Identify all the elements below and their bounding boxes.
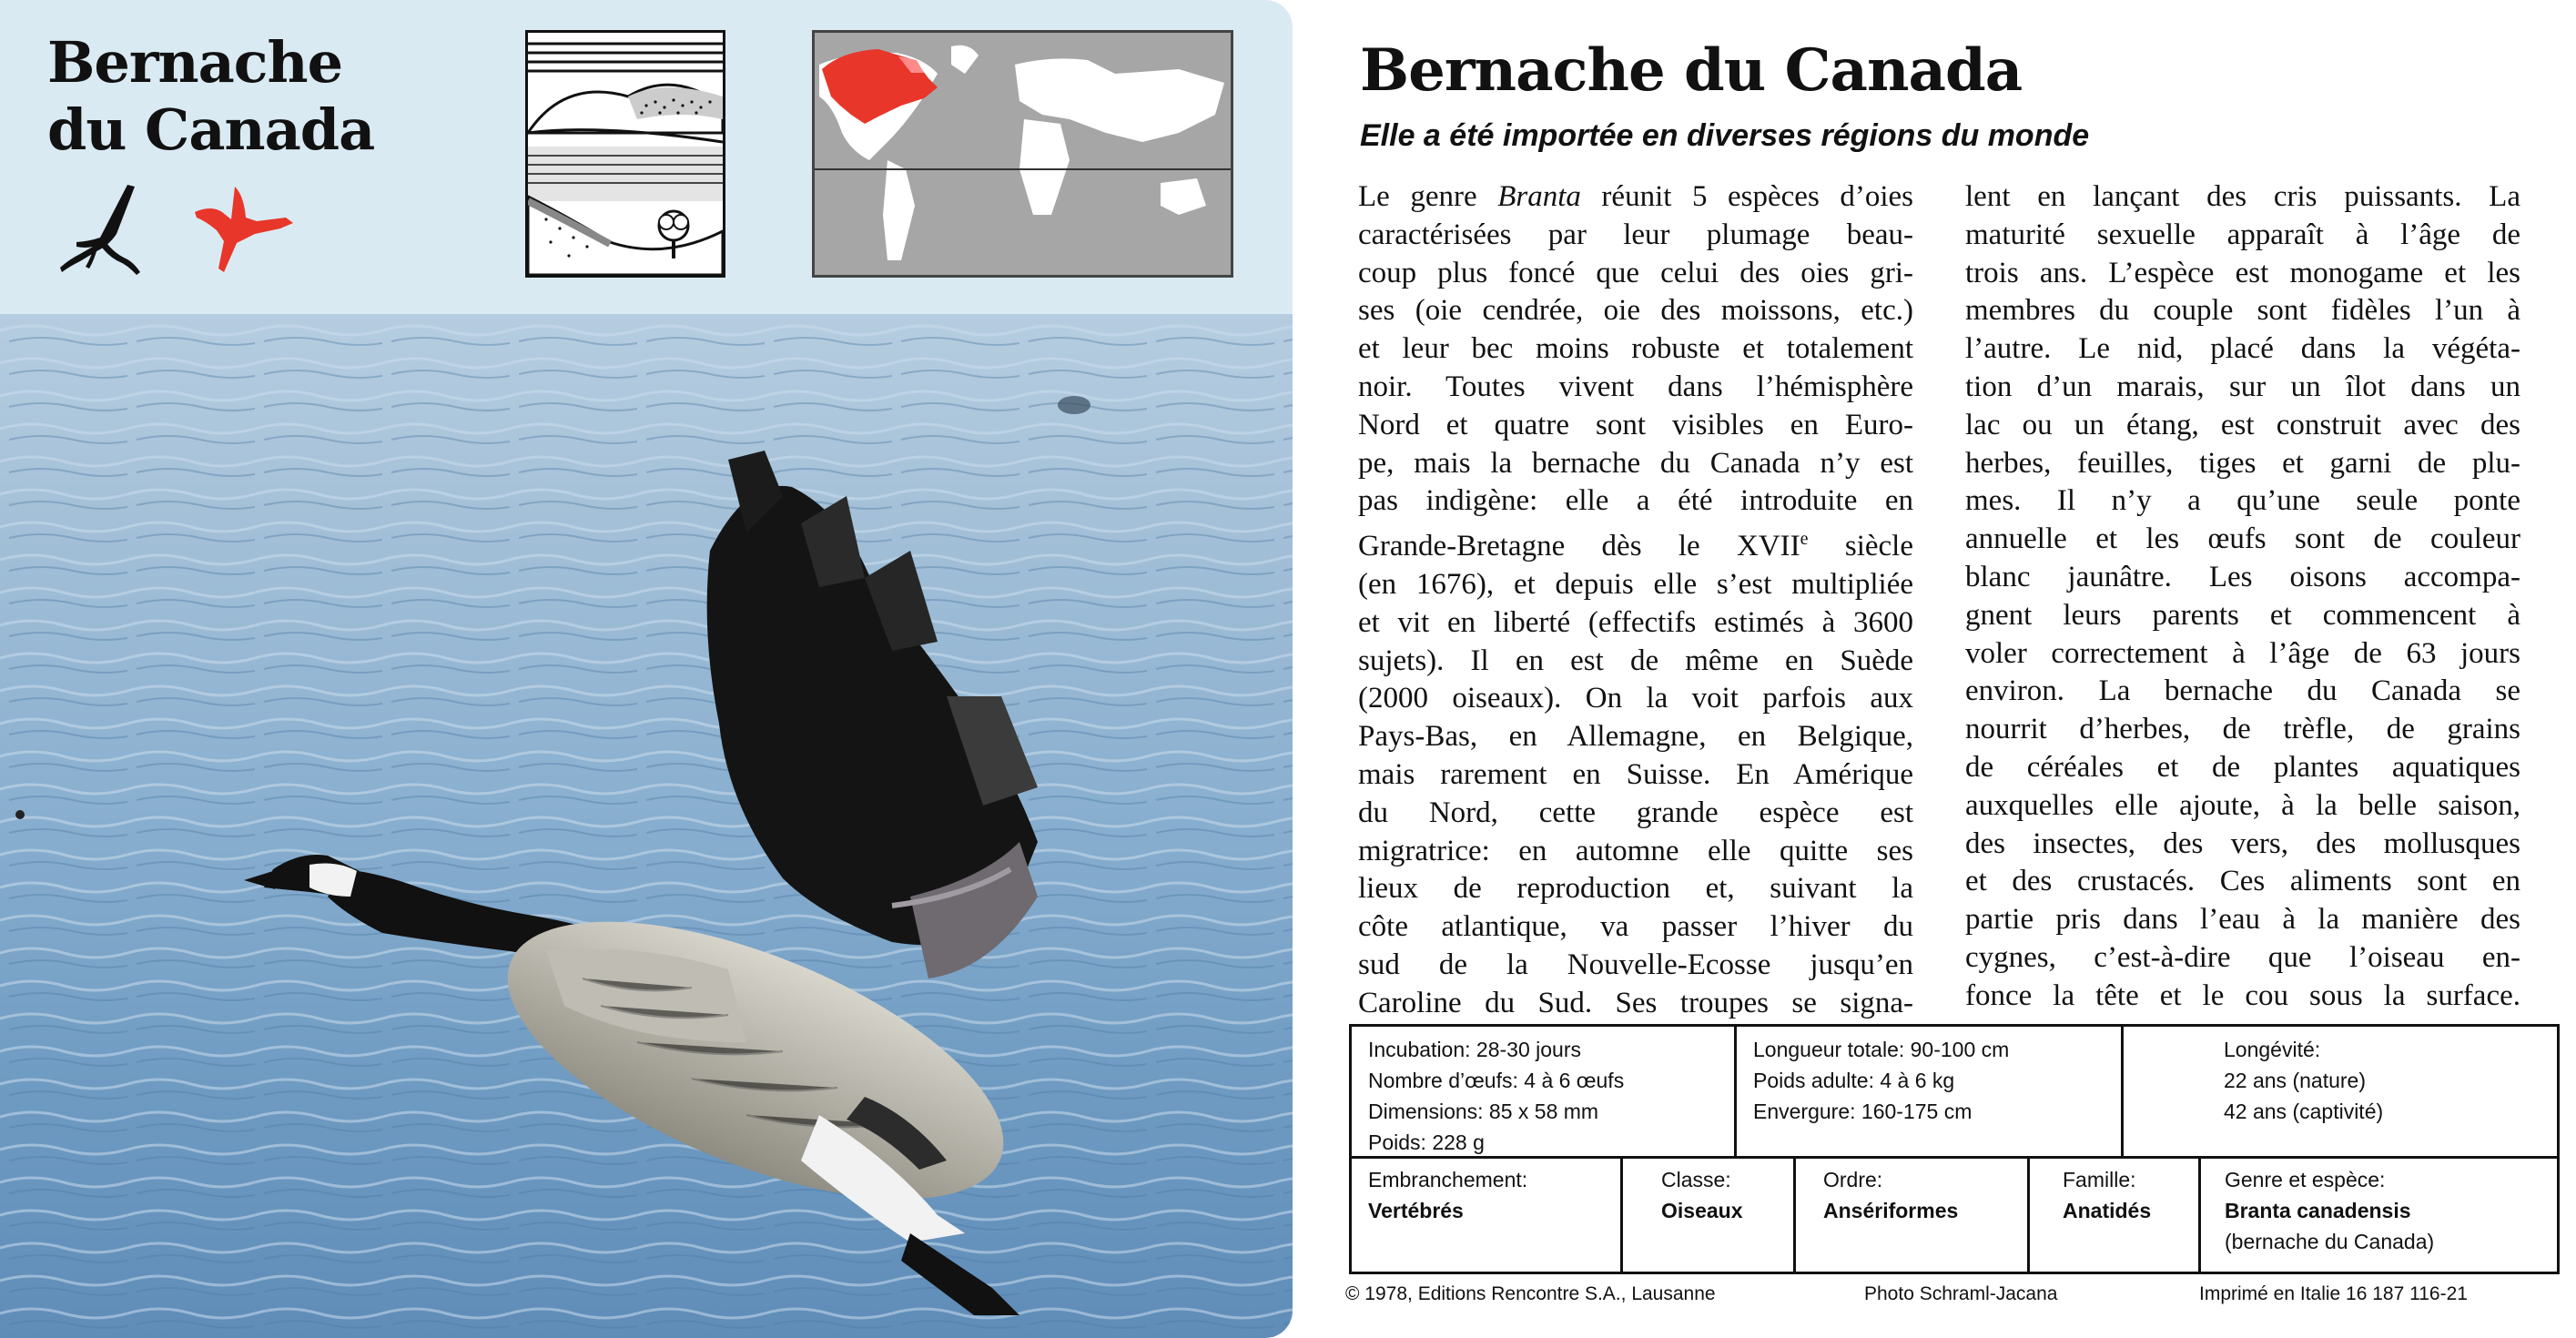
taxonomy-phylum	[1352, 1159, 1620, 1272]
taxonomy-family	[2027, 1159, 2198, 1272]
text-line: de céréales et de plantes aquatiques	[1965, 750, 2520, 784]
fact-longevity-captivity: 42 ans (captivité)	[2224, 1100, 2384, 1123]
text-line: maturité sexuelle apparaît à l’âge de	[1965, 218, 2520, 251]
flying-bird-icon	[191, 177, 296, 278]
text-line: sujets). Il en est de même en Suède	[1358, 644, 1913, 677]
text-line: annuelle et les œufs sont de couleur	[1965, 522, 2520, 556]
front-header	[0, 0, 1293, 314]
facts-cell-eggs	[1352, 1027, 1734, 1156]
claw-icon	[53, 177, 162, 282]
footer-printed: Imprimé en Italie 16 187 116-21	[2199, 1283, 2468, 1304]
text-line: du Nord, cette grande espèce est	[1358, 796, 1913, 829]
text-line: lent en lançant des cris puissants. La	[1965, 180, 2520, 213]
text-line: coup plus foncé que celui des oies gri-	[1358, 256, 1913, 289]
taxonomy-order	[1793, 1159, 2027, 1272]
taxonomy-phylum-label: Embranchement:	[1368, 1168, 1528, 1191]
text-line: migratrice: en automne elle quitte ses	[1358, 834, 1913, 867]
front-title	[47, 29, 374, 164]
text-line: et leur bec moins robuste et totalement	[1358, 332, 1913, 366]
fact-egg-count: Nombre d’œufs: 4 à 6 œufs	[1368, 1069, 1625, 1092]
footer-photo-credit: Photo Schraml-Jacana	[1864, 1283, 2058, 1304]
facts-row-measurements	[1352, 1027, 2557, 1159]
text-line: et vit en liberté (effectifs estimés à 3600	[1358, 605, 1913, 639]
text-line: ses (oie cendrée, oie des moissons, etc.)	[1358, 294, 1913, 328]
fact-incubation: Incubation: 28-30 jours	[1368, 1038, 1581, 1061]
world-distribution-map	[812, 30, 1233, 278]
text-line: mais rarement en Suisse. En Amérique	[1358, 757, 1913, 791]
century-superscript: e	[1800, 529, 1809, 550]
taxonomy-family-value: Anatidés	[2063, 1199, 2152, 1222]
text-line: auxquelles elle ajoute, à la belle saison,	[1965, 788, 2520, 822]
text-line: et des crustacés. Ces aliments sont en	[1965, 865, 2520, 898]
goose-photo	[0, 314, 1293, 1338]
text-line: gnent leurs parents et commencent à	[1965, 598, 2520, 632]
text-line: caractérisées par leur plumage beau-	[1358, 218, 1913, 251]
text-line: sud de la Nouvelle-Ecosse jusqu’en	[1358, 948, 1913, 981]
text-line: Le genre Branta réunit 5 espèces d’oies	[1358, 180, 1913, 213]
text-line: Pays-Bas, en Allemagne, en Belgique,	[1358, 720, 1913, 754]
taxonomy-class-label: Classe:	[1661, 1168, 1731, 1191]
taxonomy-species	[2198, 1159, 2557, 1272]
back-subtitle: Elle a été importée en diverses régions du monde	[1360, 118, 2090, 153]
fact-egg-weight: Poids: 228 g	[1368, 1130, 1485, 1154]
text-line: Caroline du Sud. Ses troupes se signa-	[1358, 986, 1913, 1019]
text-line: membres du couple sont fidèles l’un à	[1965, 294, 2520, 328]
genus-italic: Branta	[1497, 180, 1581, 213]
text-line: lieux de reproduction et, suivant la	[1358, 872, 1913, 906]
text-line: des insectes, des vers, des mollusques	[1965, 826, 2520, 860]
facts-cell-longevity	[2121, 1027, 2557, 1156]
text-line: Grande-Bretagne dès le XVIIe siècle	[1358, 529, 1913, 563]
text-line: pas indigène: elle a été introduite en	[1358, 484, 1913, 518]
text-line: Nord et quatre sont visibles en Euro-	[1358, 408, 1913, 441]
text-line: tion d’un marais, sur un îlot dans un	[1965, 370, 2520, 403]
taxonomy-order-value: Ansériformes	[1823, 1199, 1959, 1222]
text-line: cygnes, c’est-à-dire que l’oiseau en-	[1965, 940, 2520, 974]
taxonomy-family-label: Famille:	[2063, 1168, 2136, 1191]
taxonomy-species-value: Branta canadensis	[2225, 1199, 2411, 1222]
facts-cell-body	[1734, 1027, 2121, 1156]
text-line: partie pris dans l’eau à la manière des	[1965, 903, 2520, 937]
taxonomy-class	[1620, 1159, 1793, 1272]
taxonomy-phylum-value: Vertébrés	[1368, 1199, 1464, 1222]
facts-row-taxonomy	[1352, 1159, 2557, 1272]
facts-table	[1349, 1024, 2560, 1274]
text-line: côte atlantique, va passer l’hiver du	[1358, 910, 1913, 944]
fact-length: Longueur totale: 90-100 cm	[1753, 1038, 2010, 1061]
text-line: nourrit d’herbes, de trèfle, de grains	[1965, 713, 2520, 746]
fact-longevity-nature: 22 ans (nature)	[2224, 1069, 2366, 1092]
back-title: Bernache du Canada	[1360, 36, 2023, 105]
fact-wingspan: Envergure: 160-175 cm	[1753, 1100, 1973, 1123]
front-title-line1: Bernache	[47, 29, 343, 96]
habitat-illustration	[525, 30, 725, 278]
text-line: environ. La bernache du Canada se	[1965, 674, 2520, 708]
text-line: herbes, feuilles, tiges et garni de plu-	[1965, 446, 2520, 480]
text-line: l’autre. Le nid, placé dans la végéta-	[1965, 332, 2520, 366]
text-line: pe, mais la bernache du Canada n’y est	[1358, 446, 1913, 480]
fact-egg-dimensions: Dimensions: 85 x 58 mm	[1368, 1100, 1599, 1123]
text-line: (en 1676), et depuis elle s’est multipliée	[1358, 567, 1913, 601]
text-line: mes. Il n’y a qu’une seule ponte	[1965, 484, 2520, 518]
text-line: lac ou un étang, est construit avec des	[1965, 408, 2520, 441]
text-line: blanc jaunâtre. Les oisons accompa-	[1965, 560, 2520, 593]
text-line: trois ans. L’espèce est monogame et les	[1965, 256, 2520, 289]
taxonomy-common-name: (bernache du Canada)	[2225, 1230, 2435, 1253]
footer-copyright: © 1978, Editions Rencontre S.A., Lausanne	[1345, 1283, 1716, 1304]
taxonomy-class-value: Oiseaux	[1661, 1199, 1743, 1222]
text-column-1	[1358, 178, 1913, 1023]
fact-adult-weight: Poids adulte: 4 à 6 kg	[1753, 1069, 1955, 1092]
text-line: fonce la tête et le cou sous la surface.	[1965, 978, 2520, 1012]
text-line: voler correctement à l’âge de 63 jours	[1965, 636, 2520, 670]
text-line: noir. Toutes vivent dans l’hémisphère	[1358, 370, 1913, 403]
fact-longevity-label: Longévité:	[2224, 1038, 2321, 1061]
taxonomy-order-label: Ordre:	[1823, 1168, 1883, 1191]
text-line: (2000 oiseaux). On la voit parfois aux	[1358, 682, 1913, 715]
front-title-line2: du Canada	[47, 96, 375, 163]
back-card	[1322, 0, 2576, 1338]
text-column-2	[1965, 178, 2520, 1016]
taxonomy-species-label: Genre et espèce:	[2225, 1168, 2386, 1191]
